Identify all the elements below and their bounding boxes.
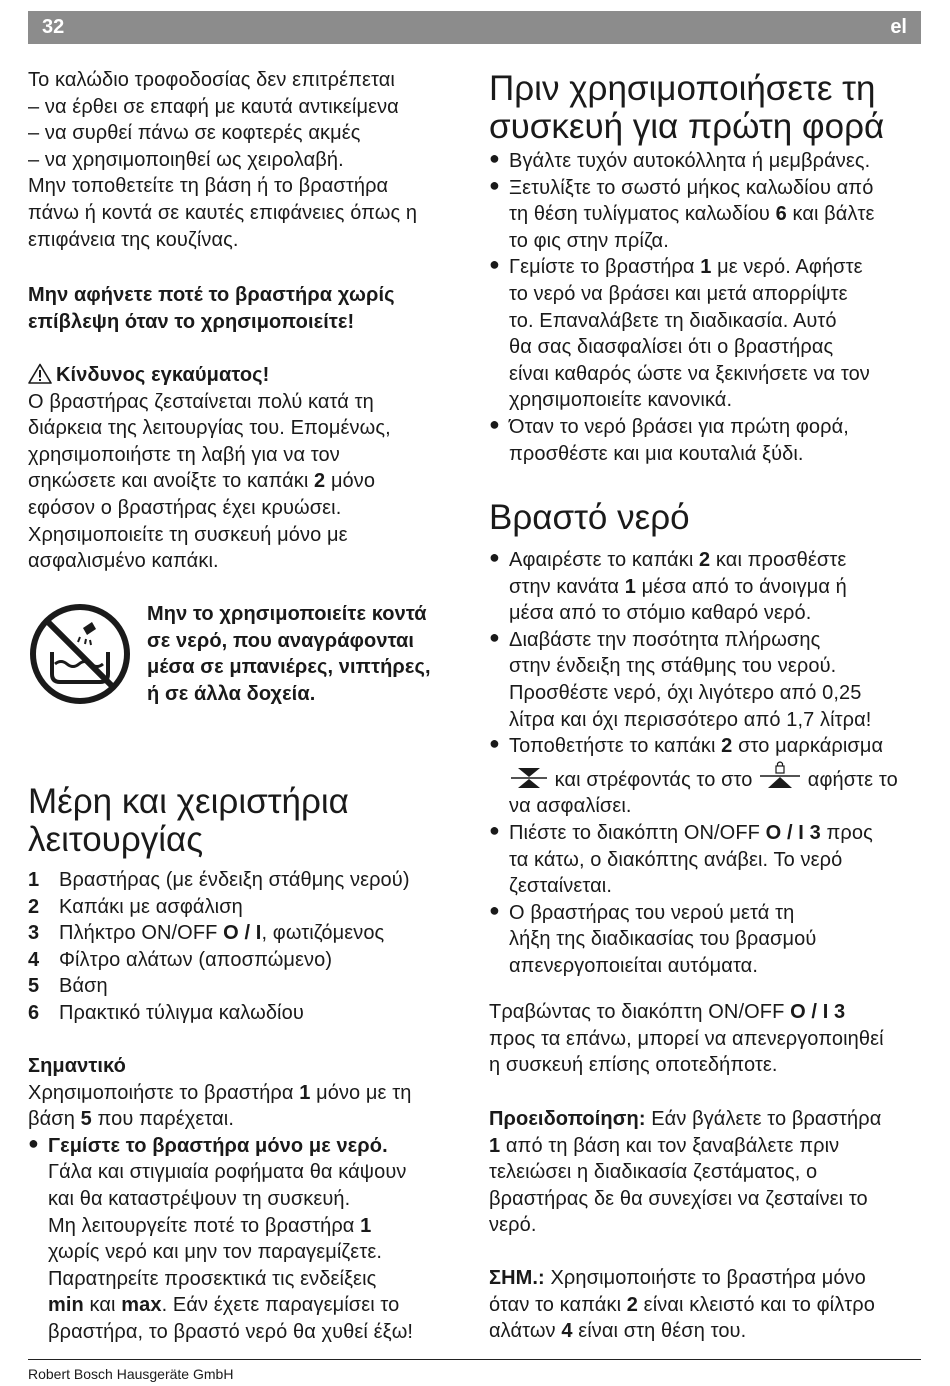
min-mark: min bbox=[48, 1294, 84, 1317]
text-span: Εάν βγάλετε το βραστήρα bbox=[645, 1108, 882, 1130]
bullet-dot: ● bbox=[489, 819, 500, 840]
warning-label: Προειδοποίηση: bbox=[489, 1108, 646, 1130]
burn-warning bbox=[28, 362, 391, 575]
text-line: Χρησιμοποιείτε τη συσκευή μόνο με bbox=[28, 523, 348, 546]
part-ref: 1 bbox=[299, 1081, 311, 1104]
part-ref: 1 bbox=[624, 575, 636, 598]
item-number: 5 bbox=[28, 975, 40, 998]
text-line: Προσθέστε νερό, όχι λιγότερο από 0,25 bbox=[509, 681, 862, 704]
language-code: el bbox=[890, 16, 907, 38]
text-line: – να συρθεί πάνω σε κοφτερές ακμές bbox=[28, 122, 361, 145]
warning-paragraph bbox=[489, 1106, 924, 1239]
item-label: Βραστήρας (με ένδειξη στάθμης νερού) bbox=[59, 869, 410, 891]
item-label: Φίλτρο αλάτων (αποσπώμενο) bbox=[59, 948, 333, 971]
item-label: Πρακτικό τύλιγμα καλωδίου bbox=[59, 1001, 304, 1024]
text-line: απενεργοποιείται αυτόματα. bbox=[509, 954, 758, 977]
text-line bbox=[509, 254, 924, 281]
item-number: 3 bbox=[28, 922, 40, 945]
footer-divider bbox=[28, 1359, 921, 1360]
text-line: μέσα σε μπανιέρες, νιπτήρες, bbox=[147, 656, 431, 679]
text-line: βραστήρας δε θα συνεχίσει να ζεσταίνει το bbox=[489, 1187, 868, 1210]
text-line: Γάλα και στιγμιαία ροφήματα θα κάψουν bbox=[48, 1161, 407, 1184]
bullet-dot: ● bbox=[489, 547, 500, 567]
text-line bbox=[489, 999, 924, 1026]
text-line: το φις στην πρίζα. bbox=[509, 229, 669, 252]
bullet-dot: ● bbox=[489, 899, 500, 920]
text-line bbox=[48, 1213, 468, 1240]
text-line: λίτρα και όχι περισσότερο από 1,7 λίτρα! bbox=[509, 708, 872, 731]
text-span: και στρέφοντάς το στο bbox=[549, 768, 759, 791]
text-line: χρησιμοποιήστε τη λαβή για να τον bbox=[28, 443, 340, 466]
text-line: Ξετυλίξτε το σωστό μήκος καλωδίου από bbox=[509, 176, 874, 199]
list-item bbox=[28, 1000, 468, 1027]
item-number: 1 bbox=[28, 869, 40, 891]
text-span: είναι κλειστό και το φίλτρο bbox=[638, 1293, 876, 1316]
text-line: ή σε άλλα δοχεία. bbox=[147, 682, 316, 705]
text-line bbox=[489, 1133, 924, 1160]
text-line bbox=[509, 574, 924, 601]
section-heading: συσκευή για πρώτη φορά bbox=[489, 107, 885, 146]
text-span: και bbox=[83, 1294, 122, 1317]
part-ref: 2 bbox=[721, 735, 733, 758]
burn-heading bbox=[28, 362, 391, 389]
text-line bbox=[489, 1292, 924, 1319]
text-line: νερό. bbox=[489, 1214, 537, 1237]
text-line: λήξη της διαδικασίας του βρασμού bbox=[509, 928, 817, 951]
bullet-item bbox=[489, 627, 924, 733]
text-line bbox=[28, 1080, 468, 1107]
text-line: προς τα επάνω, μπορεί να απενεργοποιηθεί bbox=[489, 1027, 884, 1050]
important-heading: Σημαντικό bbox=[28, 1055, 126, 1077]
first-use-heading bbox=[489, 70, 884, 146]
text-line: εφόσον ο βραστήρας έχει κρυώσει. bbox=[28, 496, 342, 519]
part-ref: 1 bbox=[489, 1134, 501, 1157]
section-heading: Μέρη και χειριστήρια bbox=[28, 782, 349, 821]
page-number: 32 bbox=[42, 16, 65, 38]
burn-heading-text: Κίνδυνος εγκαύματος! bbox=[56, 364, 270, 386]
list-item bbox=[28, 973, 468, 1000]
no-water-pictogram bbox=[28, 602, 132, 706]
switch-symbol: O / I 3 bbox=[790, 1001, 846, 1023]
text-line: επίβλεψη όταν το χρησιμοποιείτε! bbox=[28, 310, 355, 333]
part-ref: 1 bbox=[700, 256, 712, 279]
list-item bbox=[28, 947, 468, 974]
text-line: τελειώσει η διαδικασία ζεστάματος, ο bbox=[489, 1161, 818, 1184]
text-line bbox=[28, 1106, 468, 1133]
part-ref: 2 bbox=[626, 1293, 639, 1316]
text-span: προς bbox=[820, 821, 873, 844]
bullet-dot: ● bbox=[489, 733, 500, 754]
note-paragraph bbox=[489, 1265, 924, 1345]
text-span: Πιέστε το διακόπτη ON/OFF bbox=[509, 821, 766, 844]
bullet-item bbox=[489, 148, 924, 175]
text-line: τα κάτω, ο διακόπτης ανάβει. Το νερό bbox=[509, 848, 843, 871]
text-line: Διαβάστε την ποσότητα πλήρωσης bbox=[509, 628, 821, 651]
text-line: Παρατηρείτε προσεκτικά τις ενδείξεις bbox=[48, 1267, 377, 1290]
bullet-item bbox=[489, 414, 924, 467]
text-line: – να έρθει σε επαφή με καυτά αντικείμενα bbox=[28, 95, 399, 118]
text-line bbox=[509, 820, 924, 847]
text-line bbox=[48, 1292, 468, 1319]
footer-company: Robert Bosch Hausgeräte GmbH bbox=[28, 1366, 234, 1382]
text-line: η συσκευή επίσης οποτεδήποτε. bbox=[489, 1054, 778, 1077]
boil-heading bbox=[489, 499, 690, 537]
text-line: Μην το χρησιμοποιείτε κοντά bbox=[147, 603, 427, 625]
text-span: μόνο με τη bbox=[310, 1081, 412, 1104]
section-heading: Βραστό νερό bbox=[489, 498, 690, 537]
item-label: Πλήκτρο ON/OFF bbox=[59, 922, 224, 945]
text-line: Όταν το νερό βράσει για πρώτη φορά, bbox=[509, 415, 849, 438]
text-line: να ασφαλίσει. bbox=[509, 795, 632, 818]
boil-list bbox=[489, 547, 924, 980]
water-warning bbox=[147, 601, 431, 707]
text-line bbox=[509, 733, 924, 760]
bullet-item bbox=[489, 820, 924, 900]
bullet-item bbox=[489, 900, 924, 980]
text-span: Τοποθετήστε το καπάκι bbox=[509, 735, 722, 758]
text-line: Γεμίστε το βραστήρα μόνο με νερό. bbox=[48, 1134, 388, 1157]
item-number: 4 bbox=[28, 948, 40, 971]
text-line: χρησιμοποιείτε κανονικά. bbox=[509, 389, 733, 412]
text-span: . Εάν έχετε παραγεμίσει το bbox=[161, 1294, 400, 1317]
text-line bbox=[509, 201, 924, 228]
switch-symbol: O / I bbox=[223, 922, 262, 945]
text-line: ασφαλισμένο καπάκι. bbox=[28, 550, 219, 573]
important-section bbox=[28, 1053, 468, 1346]
text-span: αλάτων bbox=[489, 1320, 562, 1343]
item-label: , φωτιζόμενος bbox=[261, 922, 385, 945]
text-span: στην κανάτα bbox=[509, 575, 625, 598]
text-line: πάνω ή κοντά σε καυτές επιφάνειες όπως η bbox=[28, 201, 418, 224]
text-line bbox=[509, 547, 924, 574]
parts-heading bbox=[28, 783, 349, 859]
bullet-dot: ● bbox=[489, 626, 500, 647]
text-line: Βγάλτε τυχόν αυτοκόλλητα ή μεμβράνες. bbox=[509, 150, 871, 172]
parts-list bbox=[28, 867, 468, 1027]
bullet-item bbox=[489, 547, 924, 627]
bullet-item bbox=[489, 733, 924, 820]
item-label: Βάση bbox=[59, 975, 108, 998]
list-item bbox=[28, 920, 468, 947]
text-line: Μην αφήνετε ποτέ το βραστήρα χωρίς bbox=[28, 284, 395, 306]
text-span: όταν το καπάκι bbox=[489, 1293, 627, 1316]
text-line: στην ένδειξη της στάθμης του νερού. bbox=[509, 655, 837, 678]
section-heading: Πριν χρησιμοποιήσετε τη bbox=[489, 69, 876, 108]
text-line: ζεσταίνεται. bbox=[509, 875, 612, 898]
text-span: μέσα από το άνοιγμα ή bbox=[635, 575, 847, 598]
bullet-dot: ● bbox=[489, 254, 500, 275]
item-number: 6 bbox=[28, 1001, 40, 1024]
lid-mark-symbol bbox=[509, 766, 549, 790]
bullet-dot: ● bbox=[28, 1132, 39, 1153]
text-line: διάρκεια της λειτουργίας του. Επομένως, bbox=[28, 417, 391, 440]
text-line: χωρίς νερό και μην τον παραγεμίζετε. bbox=[48, 1241, 382, 1264]
text-span: μόνο bbox=[325, 470, 376, 493]
note-label: ΣΗΜ.: bbox=[489, 1267, 545, 1289]
text-span: Χρησιμοποιήστε το βραστήρα μόνο bbox=[544, 1267, 866, 1289]
text-line: Ο βραστήρας ζεσταίνεται πολύ κατά τη bbox=[28, 390, 374, 413]
cord-intro bbox=[28, 67, 417, 253]
text-span: Τραβώντας το διακόπτη ON/OFF bbox=[489, 1001, 791, 1023]
page-header-bar bbox=[28, 11, 921, 44]
text-line: Μην τοποθετείτε τη βάση ή το βραστήρα bbox=[28, 175, 389, 198]
bullet-item bbox=[28, 1133, 468, 1346]
section-heading: λειτουργίας bbox=[28, 820, 204, 859]
list-item bbox=[28, 867, 468, 894]
text-span: τη θέση τυλίγματος καλωδίου bbox=[509, 203, 776, 226]
part-ref: 1 bbox=[360, 1214, 372, 1237]
text-line: βραστήρα, το βραστό νερό θα χυθεί έξω! bbox=[48, 1320, 414, 1343]
bullet-dot: ● bbox=[489, 413, 500, 434]
bullet-item bbox=[489, 175, 924, 255]
text-span: Μη λειτουργείτε ποτέ το βραστήρα bbox=[48, 1214, 361, 1237]
item-number: 2 bbox=[28, 895, 40, 918]
text-span: είναι στη θέση του. bbox=[572, 1320, 747, 1343]
text-span: από τη βάση και τον ξαναβάλετε πριν bbox=[500, 1134, 840, 1157]
text-line bbox=[509, 760, 924, 794]
item-label: Καπάκι με ασφάλιση bbox=[59, 895, 243, 918]
text-span: Γεμίστε το βραστήρα bbox=[509, 256, 701, 279]
text-line: μέσα από το στόμιο καθαρό νερό. bbox=[509, 602, 812, 625]
supervision-warning bbox=[28, 282, 395, 335]
text-span: στο μαρκάρισμα bbox=[732, 735, 884, 758]
text-line bbox=[489, 1318, 924, 1345]
switch-paragraph bbox=[489, 999, 924, 1079]
text-line: είναι καθαρός ώστε να ξεκινήσετε να τον bbox=[509, 362, 870, 385]
part-ref: 6 bbox=[775, 203, 787, 226]
text-line bbox=[489, 1106, 924, 1133]
part-ref: 2 bbox=[314, 470, 326, 493]
text-span: Αφαιρέστε το καπάκι bbox=[509, 549, 700, 571]
text-line: – να χρησιμοποιηθεί ως χειρολαβή. bbox=[28, 148, 344, 171]
text-line: το. Επαναλάβετε τη διαδικασία. Αυτό bbox=[509, 309, 837, 332]
text-span: Χρησιμοποιήστε το βραστήρα bbox=[28, 1081, 300, 1104]
switch-symbol: O / I 3 bbox=[765, 821, 821, 844]
lock-symbol bbox=[758, 760, 802, 790]
bullet-dot: ● bbox=[489, 148, 500, 168]
text-line: θα σας διασφαλίσει ότι ο βραστήρας bbox=[509, 336, 834, 359]
text-line: σε νερό, που αναγράφονται bbox=[147, 629, 415, 652]
text-line: προσθέστε και μια κουταλιά ξύδι. bbox=[509, 442, 804, 465]
text-line bbox=[28, 468, 391, 495]
bullet-dot: ● bbox=[489, 174, 500, 195]
first-use-list bbox=[489, 148, 924, 467]
text-line: το νερό να βράσει και μετά απορρίψτε bbox=[509, 282, 848, 305]
bullet-item bbox=[489, 254, 924, 414]
part-ref: 4 bbox=[561, 1320, 573, 1343]
max-mark: max bbox=[121, 1294, 162, 1317]
text-span: βάση bbox=[28, 1108, 81, 1131]
text-span: και βάλτε bbox=[786, 203, 875, 226]
text-line: επιφάνεια της κουζίνας. bbox=[28, 228, 239, 251]
text-span: που παρέχεται. bbox=[91, 1108, 234, 1131]
text-span: αφήστε το bbox=[802, 768, 898, 791]
text-line: Ο βραστήρας του νερού μετά τη bbox=[509, 901, 795, 924]
text-line: Το καλώδιο τροφοδοσίας δεν επιτρέπεται bbox=[28, 69, 395, 91]
part-ref: 2 bbox=[699, 549, 711, 571]
text-line: και θα καταστρέψουν τη συσκευή. bbox=[48, 1187, 351, 1210]
list-item bbox=[28, 894, 468, 921]
text-span: με νερό. Αφήστε bbox=[711, 256, 863, 279]
text-line bbox=[489, 1265, 924, 1292]
text-span: σηκώσετε και ανοίξτε το καπάκι bbox=[28, 470, 315, 493]
part-ref: 5 bbox=[80, 1108, 92, 1131]
warning-triangle-icon bbox=[28, 363, 52, 384]
text-span: και προσθέστε bbox=[710, 549, 847, 571]
